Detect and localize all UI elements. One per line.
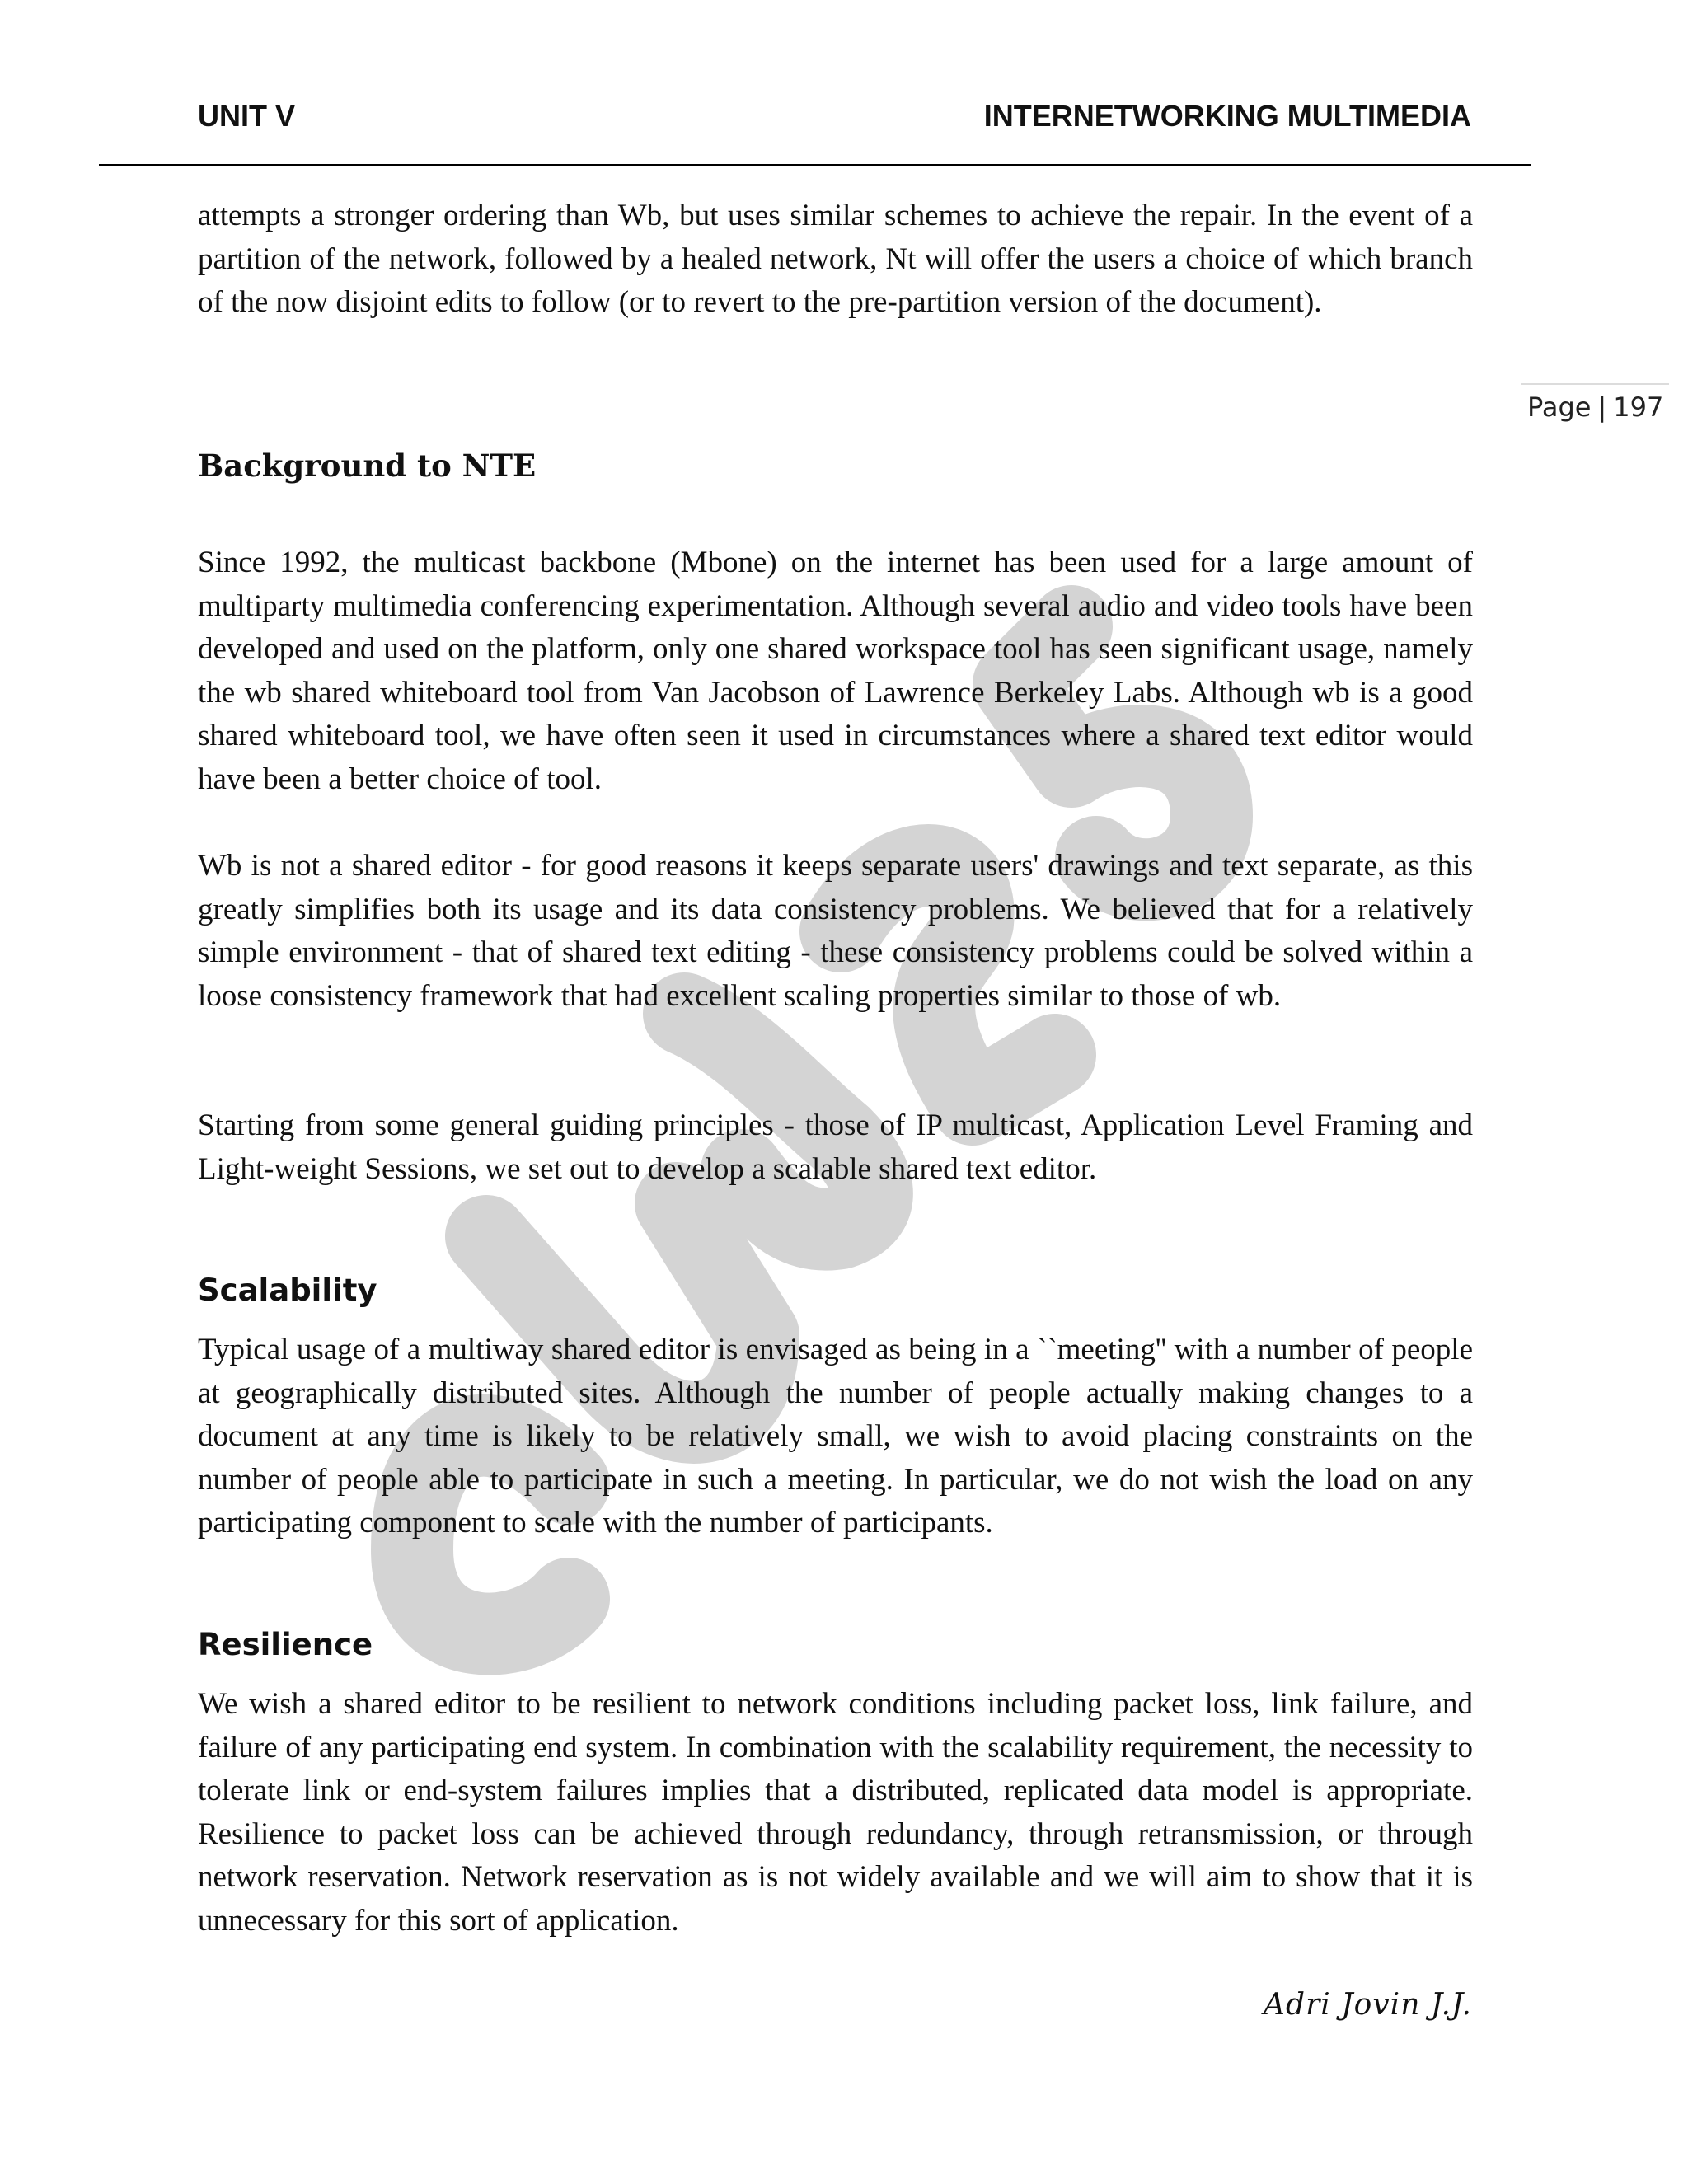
background-paragraph-2: Wb is not a shared editor - for good reasons it keeps separate users' drawings and text separate, as this greatly simplifies both its usage and its data consistency problems. We believed that for a relatively simple environment - that of shared text editing - these consistency problems could be solved within a loose consistency framework that had excellent scaling properties similar to those of wb.: [198, 849, 1473, 1013]
section-heading-scalability: Scalability: [198, 1272, 377, 1308]
page-number-divider: [1521, 383, 1669, 385]
unit-label: UNIT V: [198, 99, 296, 133]
section-heading-background: Background to NTE: [198, 448, 537, 484]
page-number: [1527, 387, 1663, 427]
header-divider: [99, 164, 1531, 166]
running-header: [198, 97, 1471, 135]
page-label: Page: [1527, 391, 1592, 423]
page-separator: |: [1597, 391, 1607, 423]
background-paragraph-1: Since 1992, the multicast backbone (Mbone) on the internet has been used for a large amount of multiparty multimedia conferencing experimentation. Although several audio and video tools have been developed and used on the platform, only one shared workspace tool has seen significant usage, namely the wb shared whiteboard tool from Van Jacobson of Lawrence Berkeley Labs. Although wb is a good shared whiteboard tool, we have often seen it used in circumstances where a shared text editor would have been a better choice of tool.: [198, 546, 1473, 796]
page-value: 197: [1613, 391, 1664, 423]
resilience-paragraph: We wish a shared editor to be resilient to network conditions including packet loss, link failure, and failure of any participating end system. In combination with the scalability requirement, the necessity to tolerate link or end-system failures implies that a distributed, replicated data model is appropriate. Resilience to packet loss can be achieved through redundancy, through retransmission, or through network reservation. Network reservation as is not widely available and we will aim to show that it is unnecessary for this sort of application.: [198, 1687, 1473, 1938]
author-signature: Adri Jovin J.J.: [1264, 1988, 1472, 2022]
scalability-paragraph: Typical usage of a multiway shared editor is envisaged as being in a ``meeting'' with a number of people at geographically distributed sites. Although the number of people actually making changes to a document at any time is likely to be relatively small, we wish to avoid placing constraints on the number of people able to participate in such a meeting. In particular, we do not wish the load on any participating component to scale with the number of participants.: [198, 1333, 1473, 1540]
background-paragraph-3: Starting from some general guiding principles - those of IP multicast, Application Level Framing and Light-weight Sessions, we set out to develop a scalable shared text editor.: [198, 1108, 1473, 1186]
intro-paragraph: attempts a stronger ordering than Wb, but uses similar schemes to achieve the repair. In the event of a partition of the network, followed by a healed network, Nt will offer the users a choice of which branch of the now disjoint edits to follow (or to revert to the pre-partition version of the document).: [198, 199, 1473, 319]
section-heading-resilience: Resilience: [198, 1627, 373, 1662]
chapter-title: INTERNETWORKING MULTIMEDIA: [983, 99, 1471, 133]
